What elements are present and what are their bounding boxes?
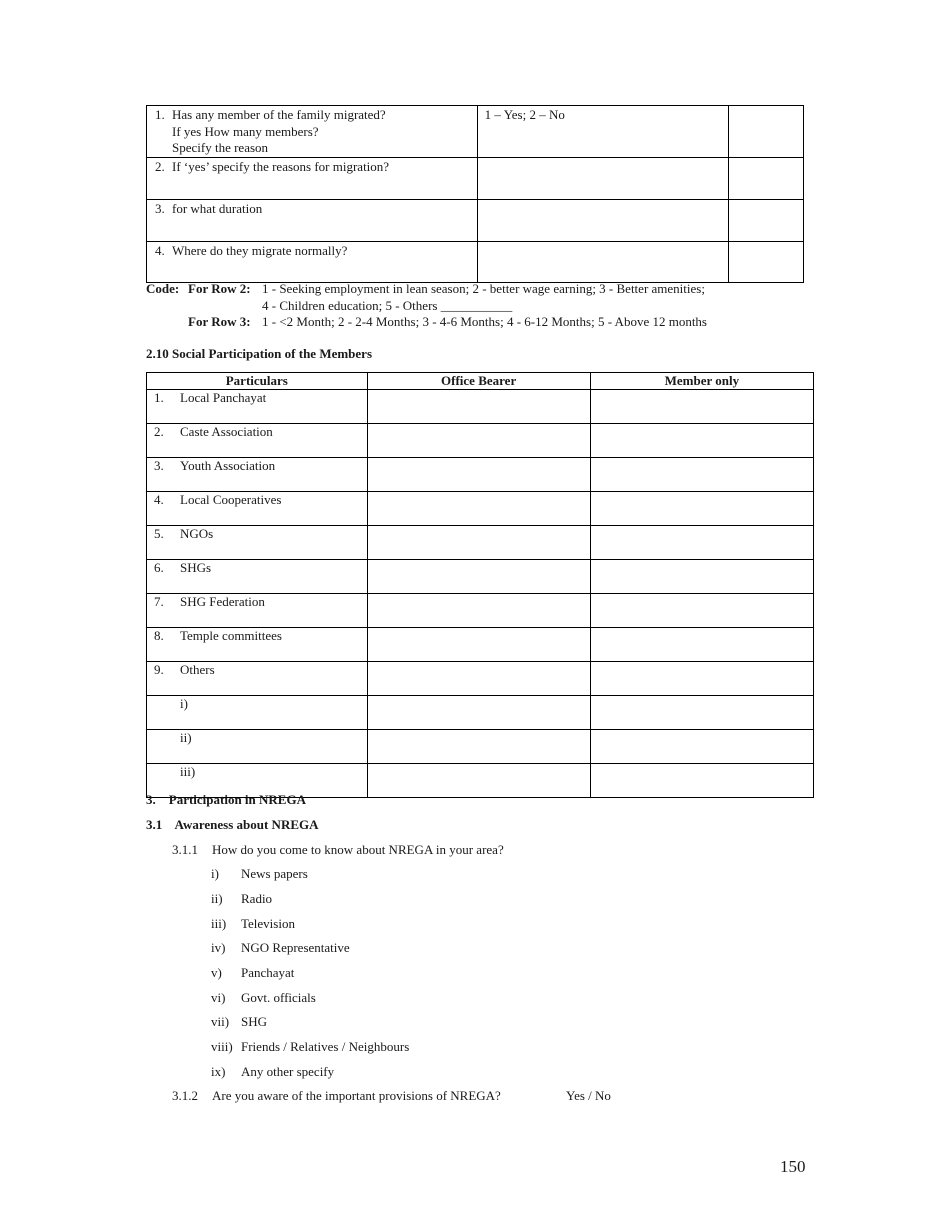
particular-cell: iii) <box>147 764 368 798</box>
answer-options: 1 – Yes; 2 – No <box>484 107 565 122</box>
table-row <box>147 199 804 241</box>
answer-cell[interactable] <box>477 157 728 199</box>
office-bearer-cell[interactable] <box>367 696 590 730</box>
table-header <box>147 373 814 390</box>
question-text: How do you come to know about NREGA in your area? <box>212 842 504 857</box>
office-bearer-cell[interactable] <box>367 594 590 628</box>
row3-label: For Row 3: <box>188 314 251 329</box>
member-only-cell[interactable] <box>590 560 813 594</box>
option-item[interactable]: iii) Television <box>211 916 295 931</box>
particular-cell: 6. SHGs <box>147 560 368 594</box>
column-header: Office Bearer <box>367 373 590 390</box>
code-label: Code: <box>146 281 180 296</box>
response-cell[interactable] <box>728 157 803 199</box>
office-bearer-cell[interactable] <box>367 628 590 662</box>
answer-cell[interactable] <box>477 106 728 158</box>
particular-cell: 8. Temple committees <box>147 628 368 662</box>
row2-codes-cont: 4 - Children education; 5 - Others ___________ <box>262 297 513 313</box>
question-311 <box>172 842 504 858</box>
option-item[interactable]: vi) Govt. officials <box>211 990 316 1005</box>
question-number: 3. <box>155 200 165 216</box>
table-row <box>147 106 804 158</box>
response-cell[interactable] <box>728 106 803 158</box>
particular-cell: 5. NGOs <box>147 526 368 560</box>
table-row <box>147 241 804 282</box>
page-number: 150 <box>780 1157 806 1176</box>
particular-cell: i) <box>147 696 368 730</box>
member-only-cell[interactable] <box>590 662 813 696</box>
member-only-cell[interactable] <box>590 424 813 458</box>
office-bearer-cell[interactable] <box>367 492 590 526</box>
question-cell <box>147 106 478 158</box>
table-row <box>147 696 814 730</box>
question-text: If ‘yes’ specify the reasons for migration? <box>172 158 390 174</box>
question-number: 4. <box>155 242 165 258</box>
office-bearer-cell[interactable] <box>367 526 590 560</box>
particular-cell: 3. Youth Association <box>147 458 368 492</box>
option-item[interactable]: viii) Friends / Relatives / Neighbours <box>211 1039 410 1054</box>
question-text: Are you aware of the important provisions of NREGA? <box>212 1088 501 1103</box>
row2-label: For Row 2: <box>188 281 251 296</box>
table-row <box>147 730 814 764</box>
social-participation-table <box>146 372 814 798</box>
answer-cell[interactable] <box>477 241 728 282</box>
option-item[interactable]: iv) NGO Representative <box>211 940 350 955</box>
question-text: Specify the reason <box>172 140 269 155</box>
option-item[interactable]: i) News papers <box>211 866 308 881</box>
response-cell[interactable] <box>728 241 803 282</box>
question-cell <box>147 241 478 282</box>
member-only-cell[interactable] <box>590 594 813 628</box>
question-312 <box>172 1088 501 1104</box>
member-only-cell[interactable] <box>590 390 813 424</box>
table-row <box>147 458 814 492</box>
section-title: 2.10 Social Participation of the Members <box>146 346 373 361</box>
table-row <box>147 628 814 662</box>
office-bearer-cell[interactable] <box>367 458 590 492</box>
particular-cell: 7. SHG Federation <box>147 594 368 628</box>
table-row <box>147 157 804 199</box>
question-cell <box>147 199 478 241</box>
table-row <box>147 390 814 424</box>
question-number: 3.1.1 <box>172 842 198 857</box>
question-number: 3.1.2 <box>172 1088 198 1103</box>
question-text: Has any member of the family migrated? <box>172 107 386 122</box>
office-bearer-cell[interactable] <box>367 764 590 798</box>
option-item[interactable]: ix) Any other specify <box>211 1064 335 1079</box>
option-item[interactable]: vii) SHG <box>211 1014 268 1029</box>
particular-cell: 9. Others <box>147 662 368 696</box>
subsection-title: 3.1 Awareness about NREGA <box>146 817 319 832</box>
column-header: Member only <box>590 373 813 390</box>
table-row <box>147 662 814 696</box>
member-only-cell[interactable] <box>590 628 813 662</box>
member-only-cell[interactable] <box>590 526 813 560</box>
member-only-cell[interactable] <box>590 730 813 764</box>
row3-codes: 1 - <2 Month; 2 - 2-4 Months; 3 - 4-6 Months; 4 - 6-12 Months; 5 - Above 12 months <box>262 314 707 329</box>
question-text: Where do they migrate normally? <box>172 242 348 258</box>
table-row <box>147 424 814 458</box>
particular-cell: 4. Local Cooperatives <box>147 492 368 526</box>
section-title: 3. Participation in NREGA <box>146 792 306 807</box>
response-cell[interactable] <box>728 199 803 241</box>
member-only-cell[interactable] <box>590 492 813 526</box>
table-row <box>147 526 814 560</box>
question-number: 1. <box>155 107 165 122</box>
particular-cell: 2. Caste Association <box>147 424 368 458</box>
option-item[interactable]: v) Panchayat <box>211 965 295 980</box>
column-header: Particulars <box>147 373 368 390</box>
answer-cell[interactable] <box>477 199 728 241</box>
yes-no-answer[interactable]: Yes / No <box>566 1088 611 1103</box>
option-item[interactable]: ii) Radio <box>211 891 273 906</box>
question-text: for what duration <box>172 200 263 216</box>
question-cell <box>147 157 478 199</box>
migration-table <box>146 105 804 283</box>
office-bearer-cell[interactable] <box>367 560 590 594</box>
table-row <box>147 492 814 526</box>
member-only-cell[interactable] <box>590 458 813 492</box>
office-bearer-cell[interactable] <box>367 390 590 424</box>
particular-cell: 1. Local Panchayat <box>147 390 368 424</box>
office-bearer-cell[interactable] <box>367 662 590 696</box>
member-only-cell[interactable] <box>590 696 813 730</box>
question-text: If yes How many members? <box>172 123 319 139</box>
member-only-cell[interactable] <box>590 764 813 798</box>
table-row <box>147 560 814 594</box>
question-number: 2. <box>155 158 165 174</box>
office-bearer-cell[interactable] <box>367 424 590 458</box>
particular-cell: ii) <box>147 730 368 764</box>
code-legend <box>146 281 707 331</box>
office-bearer-cell[interactable] <box>367 730 590 764</box>
row2-codes: 1 - Seeking employment in lean season; 2 - better wage earning; 3 - Better amenities; <box>262 281 705 296</box>
table-row <box>147 594 814 628</box>
